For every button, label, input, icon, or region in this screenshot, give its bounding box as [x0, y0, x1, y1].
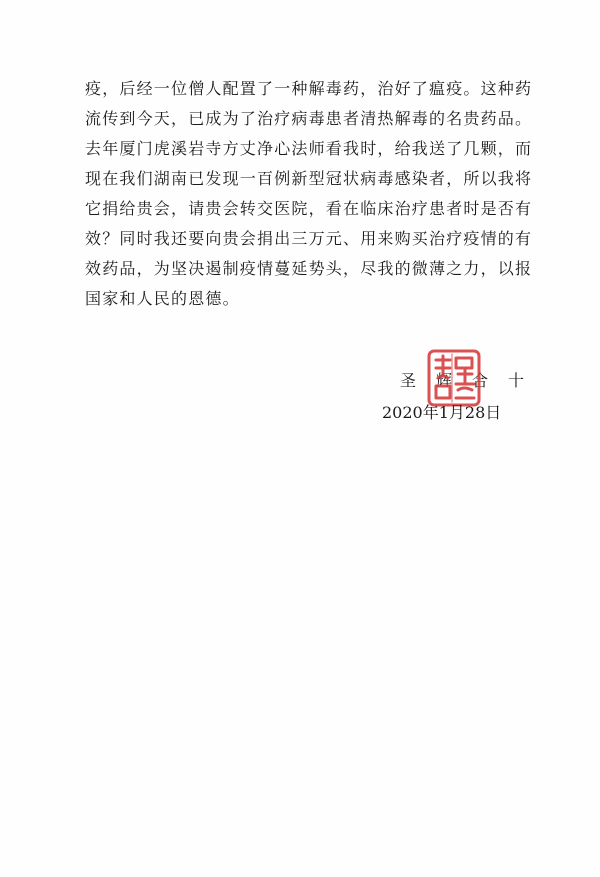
- letter-line: 效？同时我还要向贵会捐出三万元、用来购买治疗疫情的有: [85, 229, 533, 248]
- letter-line: 效药品，为坚决遏制疫情蔓延势头，尽我的微薄之力，以报: [85, 259, 533, 278]
- letter-line: 现在我们湖南已发现一百例新型冠状病毒感染者，所以我将: [85, 169, 533, 188]
- letter-line: 它捐给贵会，请贵会转交医院，看在临床治疗患者时是否有: [85, 199, 533, 218]
- letter-line: 流传到今天，已成为了治疗病毒患者清热解毒的名贵药品。: [85, 109, 533, 128]
- letter-body: [85, 74, 533, 314]
- letter-line: 国家和人民的恩德。: [85, 289, 240, 308]
- signature-block: [380, 356, 545, 446]
- letter-line: 去年厦门虎溪岩寺方丈净心法师看我时，给我送了几颗，而: [85, 139, 533, 158]
- signer-name: 圣辉合十: [400, 371, 545, 390]
- letter-line: 疫，后经一位僧人配置了一种解毒药，治好了瘟疫。这种药: [85, 79, 533, 98]
- red-seal-stamp: [426, 348, 482, 408]
- letter-date: 2020年1月28日: [382, 403, 502, 422]
